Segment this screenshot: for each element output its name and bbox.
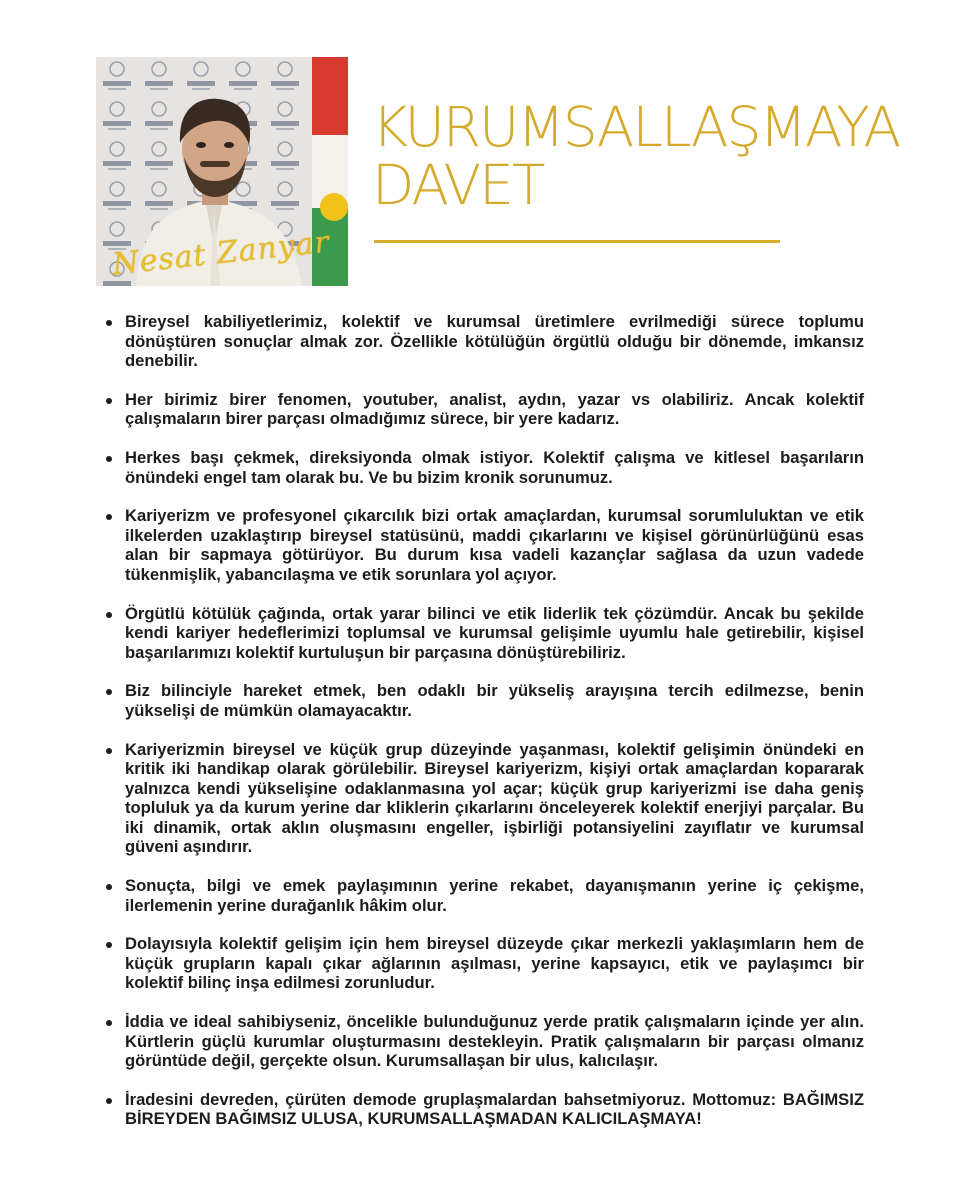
signature: Nesat Zanyar [110, 224, 332, 283]
title-line-2: DAVET [372, 153, 544, 217]
bullet-item: Herkes başı çekmek, direksiyonda olmak istiyor. Kolektif çalışma ve kitlesel başarıların önündeki engel tam olarak bu. Ve bu bizim kronik sorunumuz. [104, 448, 864, 487]
title-underline [374, 240, 780, 243]
page-title [372, 95, 900, 217]
bullet-item: İddia ve ideal sahibiyseniz, öncelikle bulunduğunuz yerde pratik çalışmaların içinde yer alın. Kürtlerin güçlü kurumlar oluşturmasını destekleyin. Pratik çalışmaların bir parçası olmanız görüntüde değil, gerçekte olsun. Kurumsallaşan bir ulus, kalıcılaşır. [104, 1012, 864, 1071]
bullet-item: Örgütlü kötülük çağında, ortak yarar bilinci ve etik liderlik tek çözümdür. Ancak bu şekilde kendi kariyer hedeflerimizi toplumsal ve kurumsal gelişimle uyumlu hale getirebilir, kişisel başarılarımızı kolektif kurtuluşun bir parçasına dönüştürebiliriz. [104, 604, 864, 663]
bullet-item: Biz bilinciyle hareket etmek, ben odaklı bir yükseliş arayışına tercih edilmezse, benin yükselişi de mümkün olamayacaktır. [104, 681, 864, 720]
bullet-item: Kariyerizmin bireysel ve küçük grup düzeyinde yaşanması, kolektif gelişimin önündeki en kritik iki handikap olarak görülebilir. Bireysel kariyerizm, kişiyi ortak amaçlardan kopararak yalnızca kendi yükselişine odaklanmasına yol açar; küçük grup kariyerizmi ise daha geniş topluluk ya da kurum yerine dar kliklerin çıkarlarını önceleyerek kolektif enerjiyi parçalar. Bu iki dinamik, ortak aklın oluşmasını engeller, işbirliği potansiyelini zayıflatır ve kurumsal güveni aşındırır. [104, 740, 864, 858]
bullet-item: İradesini devreden, çürüten demode gruplaşmalardan bahsetmiyoruz. Mottomuz: BAĞIMSIZ BİREYDEN BAĞIMSIZ ULUSA, KURUMSALLAŞMADAN KALICILAŞMAYA! [104, 1090, 864, 1129]
bullet-item: Bireysel kabiliyetlerimiz, kolektif ve kurumsal üretimlere evrilmediği sürece toplumu dönüştüren sonuçlar almak zor. Özellikle kötülüğün örgütlü olduğu bir dönemde, imkansız denebilir. [104, 312, 864, 371]
bullet-item: Sonuçta, bilgi ve emek paylaşımının yerine rekabet, dayanışmanın yerine iç çekişme, ilerlemenin yerine durağanlık hâkim olur. [104, 876, 864, 915]
title-line-1: KURUMSALLAŞMAYA [372, 95, 900, 159]
bullet-list [104, 312, 864, 1148]
bullet-item: Kariyerizm ve profesyonel çıkarcılık bizi ortak amaçlardan, kurumsal sorumluluktan ve etik ilkelerden uzaklaştırıp bireysel statüsünü, maddi çıkarlarını ve kişisel görünürlüğünü esas alan bir sapmaya götürüyor. Bu durum kısa vadeli kazançlar sağlasa da uzun vadede tükenmişlik, yabancılaşma ve etik sorunlara yol açıyor. [104, 506, 864, 584]
bullet-item: Dolayısıyla kolektif gelişim için hem bireysel düzeyde çıkar merkezli yaklaşımların hem de küçük grupların kapalı çıkar ağlarının aşılması, yerine kapsayıcı, etik ve paylaşımcı bir kolektif bilinç inşa edilmesi zorunludur. [104, 934, 864, 993]
bullet-item: Her birimiz birer fenomen, youtuber, analist, aydın, yazar vs olabiliriz. Ancak kolektif çalışmaların birer parçası olmadığımız sürece, bir yere kadarız. [104, 390, 864, 429]
